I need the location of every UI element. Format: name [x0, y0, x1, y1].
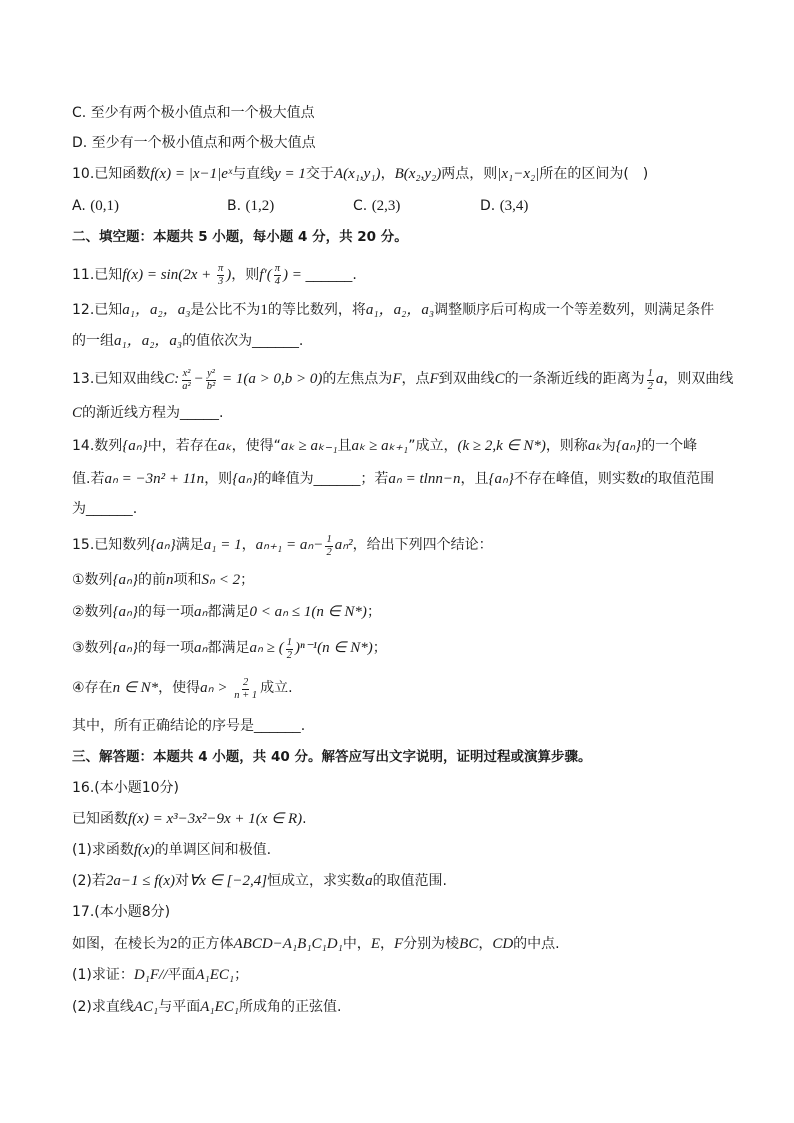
q10-text: 两点，则	[441, 166, 498, 182]
q15-conclusion-3	[72, 638, 387, 661]
q14-math: t	[639, 471, 645, 487]
q17-math: CD	[492, 936, 514, 952]
q17-text: 平面	[167, 967, 196, 983]
q14-text: ；若	[360, 471, 389, 487]
q12-math: a₁，a₂，a₃	[114, 333, 183, 349]
q15-text: ④存在	[72, 680, 113, 696]
fraction	[181, 369, 191, 392]
q14-text: 不存在峰值，则实数	[513, 471, 640, 487]
q17-text: (1)求证：	[72, 967, 134, 983]
q15-text: ；	[240, 572, 255, 588]
q14-text: 的一个峰	[641, 438, 698, 454]
q11-text: .	[352, 267, 357, 283]
q11-math: ) =	[282, 267, 306, 283]
q17-math: 2	[170, 936, 178, 952]
q12-text: 是公比不为	[190, 302, 261, 318]
q15-text: 成立.	[260, 680, 293, 696]
q14-text: 为	[72, 501, 86, 517]
option-c: C. 至少有两个极小值点和一个极大值点	[72, 105, 315, 121]
q17-header: 17.(本小题8分)	[72, 904, 171, 920]
option-c-line	[72, 103, 315, 123]
q15-math: aₙ²	[334, 537, 353, 553]
fraction-denominator: 2	[326, 547, 332, 558]
q14-text: 14.数列	[72, 438, 123, 454]
fraction-denominator: n + 1	[234, 690, 258, 701]
choice-value: (2,3)	[371, 198, 401, 214]
q10-text: 10.已知函数	[72, 166, 151, 182]
q13-text: ，则双曲线	[663, 371, 734, 387]
q17-math: BC	[459, 936, 479, 952]
q14-text: ，使得“	[231, 438, 281, 454]
question-14-line-2	[72, 468, 714, 489]
q16-header: 16.(本小题10分)	[72, 780, 180, 796]
q15-conclusion-1	[72, 570, 254, 590]
q15-text: ，使得	[158, 680, 201, 696]
q17-math: ABCD−A₁B₁C₁D₁	[233, 936, 343, 952]
q16-text: 已知函数	[72, 811, 128, 827]
q17-math: F	[393, 936, 404, 952]
q15-conclusion-4	[72, 678, 293, 701]
q12-text: 的值依次为	[182, 333, 253, 349]
q10-choice-d	[480, 196, 528, 216]
q10-choice-b	[227, 196, 274, 216]
q17-text: 所成角的正弦值.	[239, 999, 342, 1015]
q14-text: ”成立，	[408, 438, 458, 454]
q15-math: )ⁿ⁻¹(n ∈ N*)	[295, 640, 373, 656]
q16-text: 恒成立，求实数	[267, 873, 366, 889]
fraction-numerator: y²	[207, 368, 215, 379]
q14-text: 中，若存在	[147, 438, 218, 454]
q15-text: ③数列	[72, 640, 113, 656]
q16-text: 的取值范围.	[372, 873, 448, 889]
q12-math: 1	[260, 302, 268, 318]
fraction-numerator: π	[274, 263, 280, 274]
q13-math: C	[494, 371, 505, 387]
choice-value: (0,1)	[90, 198, 119, 214]
q14-math: {aₙ}	[232, 471, 258, 487]
question-15-stem	[72, 535, 493, 558]
q17-text: 与平面	[158, 999, 201, 1015]
q15-math: Sₙ < 2	[201, 572, 241, 588]
section-fill-heading	[72, 227, 408, 247]
question-13-line-1	[72, 369, 733, 392]
fraction	[233, 678, 258, 701]
q12-text: 的等比数列，将	[267, 302, 366, 318]
q17-text: 分别为棱	[403, 936, 460, 952]
q15-ask	[72, 715, 305, 736]
q14-math: {aₙ}	[122, 438, 148, 454]
q11-text: ，则	[231, 267, 260, 283]
fraction-numerator: x²	[182, 368, 191, 379]
q12-text: 的一组	[72, 333, 114, 349]
q10-math: f(x) = |x−1|eˣ	[150, 166, 233, 182]
q12-math: a₁，a₂，a₃	[122, 302, 191, 318]
q10-math: |x₁−x₂|	[497, 166, 540, 182]
q14-text: 的峰值为	[257, 471, 314, 487]
q16-text: .	[302, 811, 307, 827]
fraction-numerator: π	[217, 263, 224, 274]
q10-text: 与直线	[232, 166, 275, 182]
q14-text: .	[132, 501, 138, 517]
fraction	[217, 264, 224, 287]
answer-blank: ______	[86, 500, 133, 516]
answer-blank: ______	[254, 717, 301, 733]
q17-text: 的中点.	[513, 936, 560, 952]
fraction-denominator: 2	[647, 381, 653, 392]
q10-math: A(x₁,y₁)	[333, 166, 381, 182]
q14-math: aₖ ≥ aₖ₋₁	[280, 438, 338, 454]
q17-math: AC₁	[133, 999, 159, 1015]
q17-math: A₁EC₁	[195, 967, 235, 983]
q15-text: 项和	[173, 572, 202, 588]
q14-math: {aₙ}	[488, 471, 514, 487]
q15-text: .	[300, 718, 306, 734]
question-11	[72, 264, 357, 287]
q17-text: 的正方体	[177, 936, 234, 952]
q14-text: ，则称	[545, 438, 588, 454]
q14-text: ，则	[204, 471, 233, 487]
q15-math: {aₙ}	[112, 572, 139, 588]
q16-text: (1)求函数	[72, 842, 134, 858]
q13-text: 13.已知双曲线	[72, 371, 165, 387]
q17-math: A₁EC₁	[200, 999, 239, 1015]
question-16-part-2	[72, 871, 447, 891]
q17-text: 如图，在棱长为	[72, 936, 170, 952]
fraction	[206, 369, 216, 392]
q15-text: 都满足	[207, 640, 250, 656]
q13-text: 的渐近线方程为	[82, 405, 181, 421]
q13-text: 的一条渐近线的距离为	[504, 371, 645, 387]
question-10-choices	[0, 196, 794, 216]
choice-value: (3,4)	[499, 198, 529, 214]
question-17-part-2	[72, 997, 341, 1017]
question-16-stem	[72, 809, 307, 829]
q13-text: ，点	[401, 371, 430, 387]
q13-math: = 1(a > 0,b > 0)	[218, 371, 323, 387]
q16-math: 2a−1 ≤ f(x)	[105, 873, 176, 889]
choice-label: D.	[480, 198, 500, 214]
q16-text: 对	[175, 873, 190, 889]
q15-math: aₙ₊₁ = aₙ−	[255, 537, 324, 553]
q11-math: f(x) = sin(2x +	[122, 267, 215, 283]
q15-text: 的前	[138, 572, 167, 588]
q14-math: aₖ ≥ aₖ₊₁	[351, 438, 409, 454]
q14-math: {aₙ}	[615, 438, 642, 454]
q17-math: D₁F//	[133, 967, 168, 983]
q15-math: aₙ >	[200, 680, 232, 696]
answer-blank: ______	[252, 332, 299, 348]
q15-math: 0 < aₙ ≤ 1(n ∈ N*)	[249, 604, 367, 620]
q15-text: ；	[372, 640, 387, 656]
q15-text: ，	[241, 537, 256, 553]
q15-text: 的每一项	[138, 640, 195, 656]
q13-text: .	[218, 405, 224, 421]
choice-label: B.	[227, 198, 246, 214]
fraction	[274, 264, 281, 287]
fraction-denominator: b²	[206, 381, 216, 392]
section-solve-heading	[72, 747, 591, 767]
q12-text: .	[298, 333, 304, 349]
q15-text: 都满足	[207, 604, 250, 620]
q17-text: 中，	[342, 936, 371, 952]
question-17-stem	[72, 934, 560, 954]
q15-text: 的每一项	[138, 604, 195, 620]
q16-math: ∀x ∈ [−2,4]	[189, 873, 268, 889]
option-d: D. 至少有一个极小值点和两个极大值点	[72, 135, 316, 151]
q15-text: ；	[366, 604, 381, 620]
fraction-numerator: 2	[243, 677, 249, 688]
q16-math: f(x)	[133, 842, 155, 858]
q16-math: a	[365, 873, 373, 889]
q10-text: 所在的区间为( )	[539, 166, 649, 182]
choice-label: C.	[353, 198, 372, 214]
q14-text: 值.若	[72, 471, 105, 487]
q17-text: ；	[234, 967, 249, 983]
q10-math: y = 1	[274, 166, 306, 182]
q17-math: E	[370, 936, 380, 952]
q15-math: {aₙ}	[150, 537, 176, 553]
fraction	[647, 369, 654, 392]
q15-math: a₁ = 1	[203, 537, 242, 553]
q13-text: 到双曲线	[438, 371, 495, 387]
q10-math: B(x₂,y₂)	[394, 166, 442, 182]
q14-math: aₙ = −3n² + 11n	[104, 471, 205, 487]
q15-text: 其中，所有正确结论的序号是	[72, 718, 254, 734]
q10-text: 交于	[305, 166, 334, 182]
q10-choice-c	[353, 196, 400, 216]
q11-math: f′(	[259, 267, 272, 283]
q12-text: 12.已知	[72, 302, 123, 318]
section-heading: 三、解答题：本题共 4 小题，共 40 分。解答应写出文字说明，证明过程或演算步骤。	[72, 749, 592, 765]
q15-math: n ∈ N*	[112, 680, 159, 696]
question-16-header	[72, 778, 179, 798]
answer-blank: ______	[305, 266, 353, 282]
q15-text: 15.已知数列	[72, 537, 151, 553]
q13-math: a	[655, 371, 664, 387]
q14-math: (k ≥ 2,k ∈ N*)	[457, 438, 546, 454]
q14-math: aₖ	[217, 438, 232, 454]
q11-text: 11.已知	[72, 267, 123, 283]
question-17-part-1	[72, 965, 248, 985]
fraction	[286, 638, 293, 661]
q14-text: 的取值范围	[644, 471, 715, 487]
question-13-line-2	[72, 402, 223, 423]
q16-math: f(x) = x³−3x²−9x + 1(x ∈ R)	[128, 811, 303, 827]
q10-text: ，	[380, 166, 395, 182]
q13-math: C	[72, 405, 83, 421]
q15-text: ，给出下列四个结论：	[352, 537, 493, 553]
fraction-numerator: 1	[326, 534, 332, 545]
question-17-header	[72, 902, 170, 922]
q15-text: 满足	[175, 537, 204, 553]
q13-math: F	[429, 371, 439, 387]
q12-text: 调整顺序后可构成一个等差数列，则满足条件	[434, 302, 715, 318]
q11-math: )	[226, 267, 232, 283]
q15-math: aₙ	[194, 640, 208, 656]
q15-math: aₙ	[194, 604, 208, 620]
q15-math: n	[166, 572, 174, 588]
choice-label: A.	[72, 198, 91, 214]
q15-text: ②数列	[72, 604, 113, 620]
q15-conclusion-2	[72, 602, 381, 622]
q14-text: 且	[337, 438, 352, 454]
question-14-line-1	[72, 436, 697, 456]
q16-text: 的单调区间和极值.	[154, 842, 272, 858]
q14-text: 为	[601, 438, 616, 454]
q15-math: aₙ ≥ (	[249, 640, 284, 656]
q15-math: {aₙ}	[112, 640, 139, 656]
fraction-denominator: 3	[217, 276, 224, 287]
question-12-line-2	[72, 330, 303, 351]
q12-math: a₁，a₂，a₃	[365, 302, 435, 318]
fraction-denominator: 2	[286, 650, 292, 661]
question-10-stem	[72, 164, 648, 184]
q14-math: aₙ = tlnn−n	[388, 471, 461, 487]
q17-text: ，	[478, 936, 493, 952]
fraction-numerator: 1	[647, 368, 653, 379]
q15-text: ①数列	[72, 572, 113, 588]
fraction-denominator: a²	[182, 381, 191, 392]
q15-math: {aₙ}	[112, 604, 139, 620]
question-12-line-1	[72, 300, 714, 320]
fraction	[325, 535, 332, 558]
q14-text: ，且	[460, 471, 489, 487]
question-14-line-3	[72, 498, 137, 519]
fraction-denominator: 4	[274, 276, 280, 287]
answer-blank: _____	[180, 404, 219, 420]
answer-blank: ______	[313, 470, 361, 486]
q10-choice-a	[72, 196, 119, 216]
q17-text: (2)求直线	[72, 999, 134, 1015]
question-16-part-1	[72, 840, 271, 860]
q14-math: aₖ	[587, 438, 602, 454]
fraction-numerator: 1	[286, 637, 292, 648]
q17-text: ，	[379, 936, 394, 952]
choice-value: (1,2)	[245, 198, 275, 214]
q13-text: 的左焦点为	[322, 371, 393, 387]
option-d-line	[72, 133, 316, 153]
q13-math: C:	[164, 371, 180, 387]
q13-math: F	[392, 371, 402, 387]
q16-text: (2)若	[72, 873, 106, 889]
section-heading: 二、填空题：本题共 5 小题，每小题 4 分，共 20 分。	[72, 229, 408, 245]
q13-math: −	[193, 371, 204, 387]
